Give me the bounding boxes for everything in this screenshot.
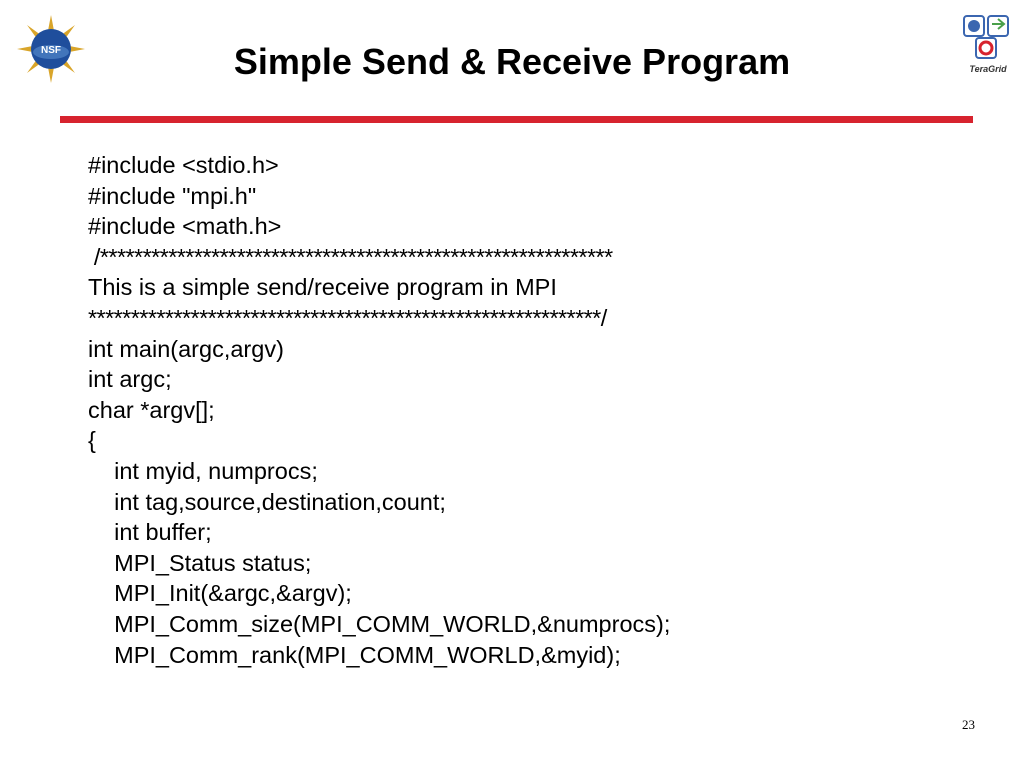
page-number: 23 — [962, 717, 975, 732]
title-divider — [60, 116, 973, 123]
code-line: int buffer; — [88, 519, 212, 546]
code-line: /************************************************************ — [88, 243, 613, 270]
code-line: MPI_Init(&argc,&argv); — [88, 580, 352, 607]
code-line: #include "mpi.h" — [88, 182, 257, 209]
code-line: int argc; — [88, 366, 172, 393]
code-line: MPI_Comm_rank(MPI_COMM_WORLD,&myid); — [88, 641, 621, 668]
code-line: char *argv[]; — [88, 396, 215, 423]
code-listing — [88, 150, 988, 670]
code-line: int main(argc,argv) — [88, 335, 284, 362]
code-line: #include <math.h> — [88, 213, 282, 240]
code-line: int tag,source,destination,count; — [88, 488, 446, 515]
code-line: { — [88, 427, 96, 454]
nsf-logo-text: NSF — [41, 45, 61, 56]
code-line: ************************************************************/ — [88, 304, 607, 331]
teragrid-logo-text: TeraGrid — [969, 64, 1007, 74]
code-line: MPI_Status status; — [88, 549, 312, 576]
code-line: int myid, numprocs; — [88, 457, 318, 484]
code-line: #include <stdio.h> — [88, 152, 279, 178]
code-line: MPI_Comm_size(MPI_COMM_WORLD,&numprocs); — [88, 610, 671, 637]
page-title: Simple Send & Receive Program — [233, 41, 791, 82]
code-line: This is a simple send/receive program in MPI — [88, 274, 557, 301]
